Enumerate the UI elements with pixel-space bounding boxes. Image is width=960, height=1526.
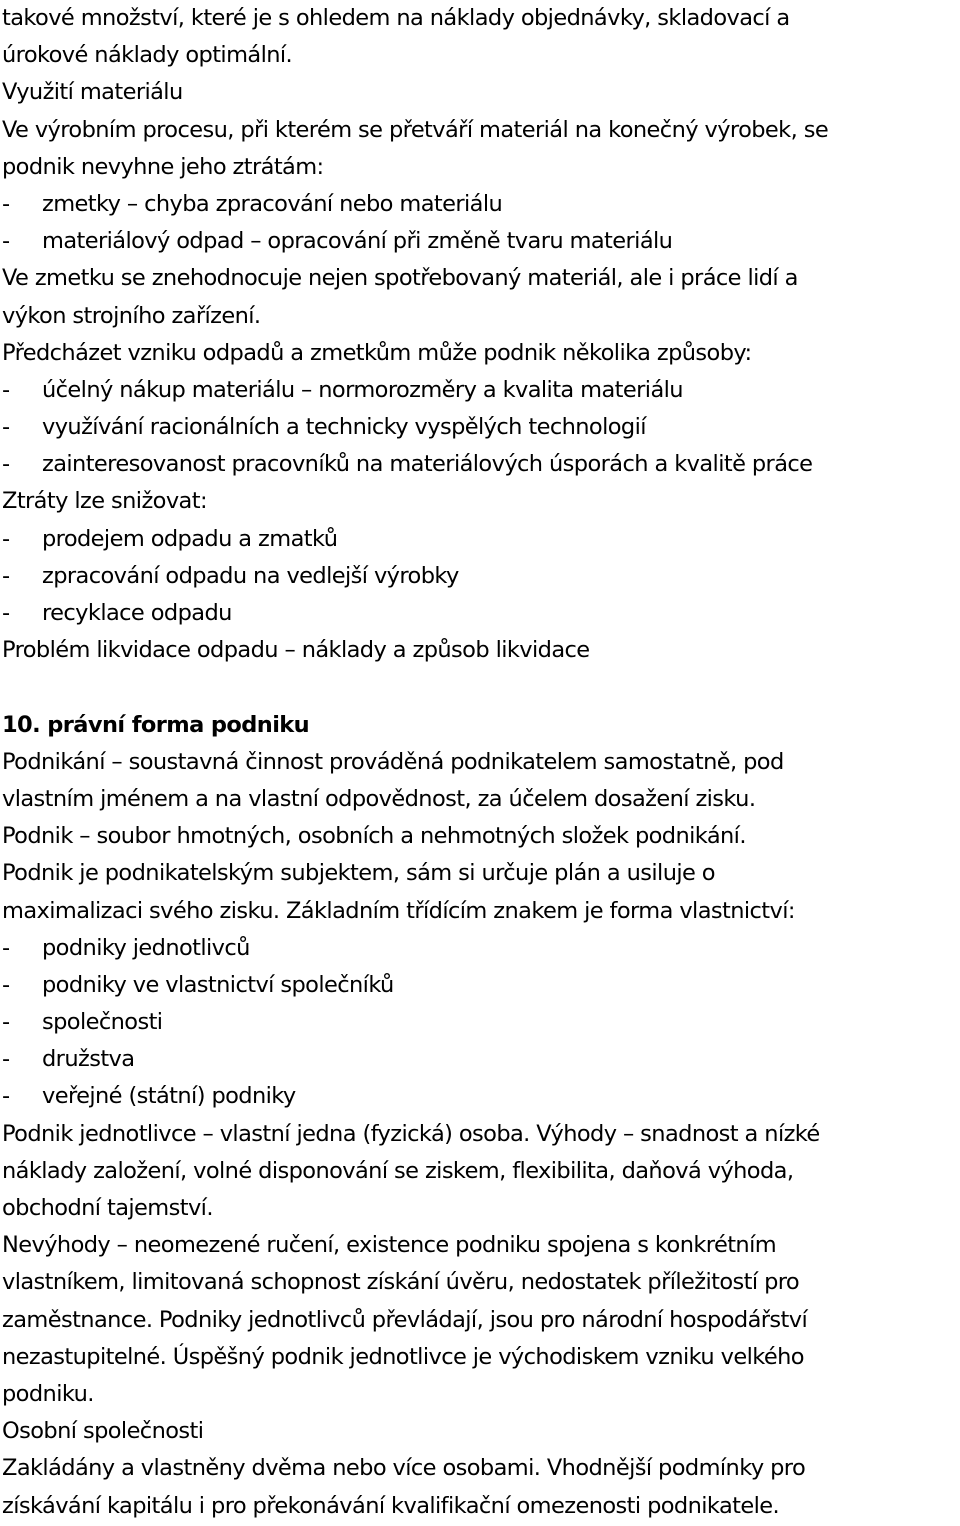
list-item	[2, 1078, 958, 1115]
text-line: Podnikání – soustavná činnost prováděná podnikatelem samostatně, pod	[2, 748, 784, 775]
list-dash: -	[2, 971, 10, 998]
list-item	[2, 372, 958, 409]
list-item	[2, 1041, 958, 1078]
losses-list	[2, 186, 958, 260]
reduce-list	[2, 521, 958, 633]
list-item	[2, 446, 958, 483]
section-heading: 10. právní forma podniku	[2, 711, 310, 738]
list-item-text: účelný nákup materiálu – normorozměry a kvalita materiálu	[42, 376, 683, 403]
text-line: vlastníkem, limitovaná schopnost získání úvěru, nedostatek příležitostí pro	[2, 1269, 800, 1296]
list-dash: -	[2, 562, 10, 589]
subsection-title: Osobní společnosti	[2, 1418, 204, 1445]
text-line: úrokové náklady optimální.	[2, 42, 293, 69]
list-item	[2, 558, 958, 595]
list-dash: -	[2, 228, 10, 255]
text-line: výkon strojního zařízení.	[2, 302, 261, 329]
text-line: zaměstnance. Podniky jednotlivců převládají, jsou pro národní hospodářství	[2, 1306, 808, 1333]
list-item-text: společnosti	[42, 1009, 163, 1036]
problem-line: Problém likvidace odpadu – náklady a způsob likvidace	[2, 637, 590, 664]
list-item	[2, 967, 958, 1004]
list-dash: -	[2, 190, 10, 217]
text-line: takové množství, které je s ohledem na náklady objednávky, skladovací a	[2, 5, 790, 31]
scrap-paragraph	[2, 260, 958, 334]
text-line: Podnik – soubor hmotných, osobních a nehmotných složek podnikání.	[2, 823, 746, 850]
text-line: Podnik je podnikatelským subjektem, sám si určuje plán a usiluje o	[2, 860, 715, 887]
list-item	[2, 595, 958, 632]
list-item	[2, 930, 958, 967]
section-title: Využití materiálu	[2, 79, 183, 106]
text-line: Podnik jednotlivce – vlastní jedna (fyzická) osoba. Výhody – snadnost a nízké	[2, 1120, 820, 1147]
text-line: maximalizaci svého zisku. Základním třídícím znakem je forma vlastnictví:	[2, 897, 795, 924]
prevent-list	[2, 372, 958, 484]
reduce-intro: Ztráty lze snižovat:	[2, 488, 207, 515]
prevent-intro: Předcházet vzniku odpadů a zmetkům může podnik několika způsoby:	[2, 339, 752, 366]
list-item-text: materiálový odpad – opracování při změně tvaru materiálu	[42, 228, 673, 255]
list-dash: -	[2, 451, 10, 478]
text-line: obchodní tajemství.	[2, 1195, 213, 1221]
definitions-paragraph	[2, 744, 958, 930]
text-line: Zakládány a vlastněny dvěma nebo více osobami. Vhodnější podmínky pro	[2, 1455, 806, 1482]
text-line: získávání kapitálu i pro překonávání kvalifikační omezenosti podnikatele.	[2, 1492, 780, 1519]
text-line: Ve výrobním procesu, při kterém se přetváří materiál na konečný výrobek, se	[2, 116, 829, 143]
list-dash: -	[2, 600, 10, 626]
list-dash: -	[2, 525, 10, 552]
list-dash: -	[2, 376, 10, 403]
list-dash: -	[2, 414, 10, 441]
list-item-text: prodejem odpadu a zmatků	[42, 525, 338, 552]
list-item	[2, 223, 958, 260]
losses-paragraph	[2, 112, 958, 186]
list-item-text: podniky ve vlastnictví společníků	[42, 971, 394, 998]
list-dash: -	[2, 1083, 10, 1110]
list-item-text: zmetky – chyba zpracování nebo materiálu	[42, 190, 503, 217]
text-line: Ve zmetku se znehodnocuje nejen spotřebovaný materiál, ale i práce lidí a	[2, 265, 798, 292]
list-item-text: recyklace odpadu	[42, 600, 232, 626]
sole-proprietor-paragraph	[2, 1116, 958, 1414]
text-line: Nevýhody – neomezené ručení, existence podniku spojena s konkrétním	[2, 1232, 777, 1259]
list-item	[2, 1004, 958, 1041]
text-line: náklady založení, volné disponování se ziskem, flexibilita, daňová výhoda,	[2, 1157, 794, 1184]
document-page	[2, 0, 958, 1525]
text-line: vlastním jménem a na vlastní odpovědnost, za účelem dosažení zisku.	[2, 785, 756, 812]
text-line: podniku.	[2, 1380, 94, 1407]
list-item-text: podniky jednotlivců	[42, 934, 250, 961]
list-item-text: využívání racionálních a technicky vyspělých technologií	[42, 414, 646, 441]
blank-line	[2, 669, 958, 706]
list-item-text: zainteresovanost pracovníků na materiálových úsporách a kvalitě práce	[42, 451, 813, 478]
list-item-text: družstva	[42, 1046, 135, 1073]
intro-paragraph	[2, 0, 958, 74]
list-item	[2, 186, 958, 223]
list-item-text: veřejné (státní) podniky	[42, 1083, 296, 1110]
ownership-forms-list	[2, 930, 958, 1116]
list-dash: -	[2, 934, 10, 961]
list-item	[2, 521, 958, 558]
list-item-text: zpracování odpadu na vedlejší výrobky	[42, 562, 459, 589]
text-line: podnik nevyhne jeho ztrátám:	[2, 153, 324, 180]
partnerships-paragraph	[2, 1450, 958, 1524]
list-dash: -	[2, 1046, 10, 1073]
text-line: nezastupitelné. Úspěšný podnik jednotlivce je východiskem vzniku velkého	[2, 1343, 804, 1370]
list-item	[2, 409, 958, 446]
list-dash: -	[2, 1009, 10, 1036]
